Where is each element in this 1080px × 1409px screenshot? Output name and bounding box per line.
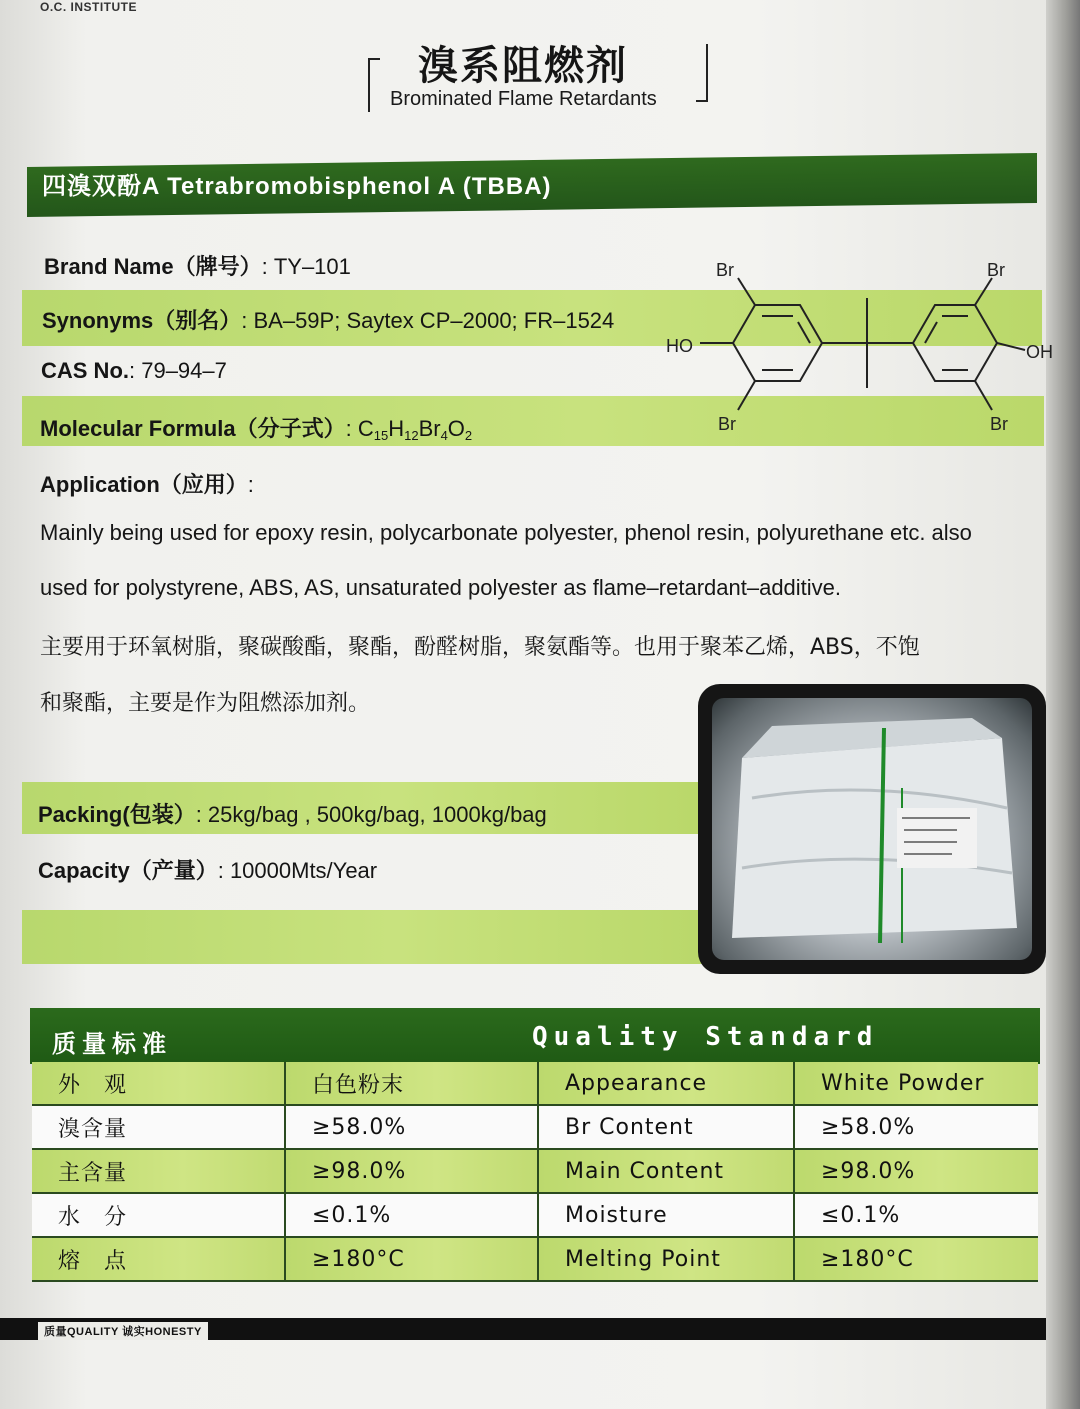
row-label-cn: 溴含量 — [32, 1105, 285, 1149]
left-bracket — [368, 58, 380, 112]
row-label-en: Main Content — [538, 1149, 794, 1193]
row-label-cn: 外 观 — [32, 1062, 285, 1105]
synonyms-field — [42, 304, 614, 335]
capacity-value: : 10000Mts/Year — [217, 858, 378, 883]
table-row — [32, 1062, 1038, 1105]
application-colon: : — [247, 472, 254, 497]
packing-value: : 25kg/bag , 500kg/bag, 1000kg/bag — [195, 802, 547, 827]
row-value-en: ≥58.0% — [794, 1105, 1038, 1149]
right-bracket — [696, 44, 708, 102]
row-value-cn: ≥98.0% — [285, 1149, 538, 1193]
row-label-cn: 熔 点 — [32, 1237, 285, 1281]
footer-slogan: 质量QUALITY 诚实HONESTY — [38, 1322, 208, 1340]
row-value-en: ≥180°C — [794, 1237, 1038, 1281]
brand-name-label: Brand Name（牌号） — [44, 254, 262, 279]
bulk-bag-photo — [712, 698, 1032, 960]
cas-field — [41, 358, 227, 384]
application-en-line-1: Mainly being used for epoxy resin, polycarbonate polyester, phenol resin, polyurethane etc. also — [40, 520, 972, 545]
row-value-cn: ≤0.1% — [285, 1193, 538, 1237]
row-value-cn: 白色粉末 — [285, 1062, 538, 1105]
quality-standard-table — [32, 1062, 1038, 1282]
br-label-top-right: Br — [987, 260, 1005, 280]
title-block — [368, 30, 708, 114]
application-label: Application（应用） — [40, 472, 248, 497]
br-label-top-left: Br — [716, 260, 734, 280]
row-label-en: Appearance — [538, 1062, 794, 1105]
packing-field — [38, 798, 547, 829]
row-label-cn: 水 分 — [32, 1193, 285, 1237]
product-heading: 四溴双酚A Tetrabromobisphenol A (TBBA) — [42, 173, 552, 200]
formula-value: $C_{15}H_{12}Br_4O_2$ — [357, 416, 473, 443]
capacity-label: Capacity（产量） — [38, 858, 218, 883]
title-chinese: 溴系阻燃剂 — [418, 43, 628, 89]
formula-label: Molecular Formula（分子式） — [40, 416, 346, 441]
quality-title-chinese: 质量标准 — [52, 1031, 172, 1058]
quality-title-english: Quality Standard — [532, 1022, 879, 1052]
row-label-en: Moisture — [538, 1193, 794, 1237]
cas-value: : 79–94–7 — [129, 358, 227, 383]
row-label-en: Br Content — [538, 1105, 794, 1149]
row-label-en: Melting Point — [538, 1237, 794, 1281]
brand-name-value: : TY–101 — [261, 254, 351, 279]
application-cn-line-2: 和聚酯，主要是作为阻燃添加剂。 — [40, 691, 371, 716]
tbba-structure-diagram — [660, 250, 1060, 440]
table-row — [32, 1105, 1038, 1149]
row-value-en: ≥98.0% — [794, 1149, 1038, 1193]
title-english: Brominated Flame Retardants — [390, 88, 657, 110]
formula-prefix: : — [345, 416, 358, 441]
row-value-cn: ≥180°C — [285, 1237, 538, 1281]
stripe-blank — [22, 910, 702, 964]
brand-name-field — [44, 250, 351, 281]
row-label-cn: 主含量 — [32, 1149, 285, 1193]
br-label-bottom-left: Br — [718, 414, 736, 434]
application-field — [40, 468, 254, 499]
capacity-field — [38, 854, 377, 885]
synonyms-value: : BA–59P; Saytex CP–2000; FR–1524 — [241, 308, 615, 333]
br-label-bottom-right: Br — [990, 414, 1008, 434]
table-row — [32, 1193, 1038, 1237]
institute-label: O.C. INSTITUTE — [40, 0, 137, 14]
row-value-en: White Powder — [794, 1062, 1038, 1105]
application-cn-line-1: 主要用于环氧树脂，聚碳酸酯，聚酯，酚醛树脂，聚氨酯等。也用于聚苯乙烯，ABS，不饱 — [40, 635, 920, 660]
book-spine — [1046, 0, 1080, 1409]
hydroxyl-left: HO — [666, 336, 693, 356]
cas-label: CAS No. — [41, 358, 129, 383]
bulk-bag-illustration — [712, 698, 1032, 960]
table-row — [32, 1149, 1038, 1193]
hydroxyl-right: OH — [1026, 342, 1053, 362]
row-value-cn: ≥58.0% — [285, 1105, 538, 1149]
row-value-en: ≤0.1% — [794, 1193, 1038, 1237]
table-row — [32, 1237, 1038, 1281]
packing-label: Packing(包装） — [38, 802, 196, 827]
application-en-line-2: used for polystyrene, ABS, AS, unsaturated polyester as flame–retardant–additive. — [40, 575, 842, 600]
formula-field — [40, 412, 472, 443]
synonyms-label: Synonyms（别名） — [42, 308, 242, 333]
